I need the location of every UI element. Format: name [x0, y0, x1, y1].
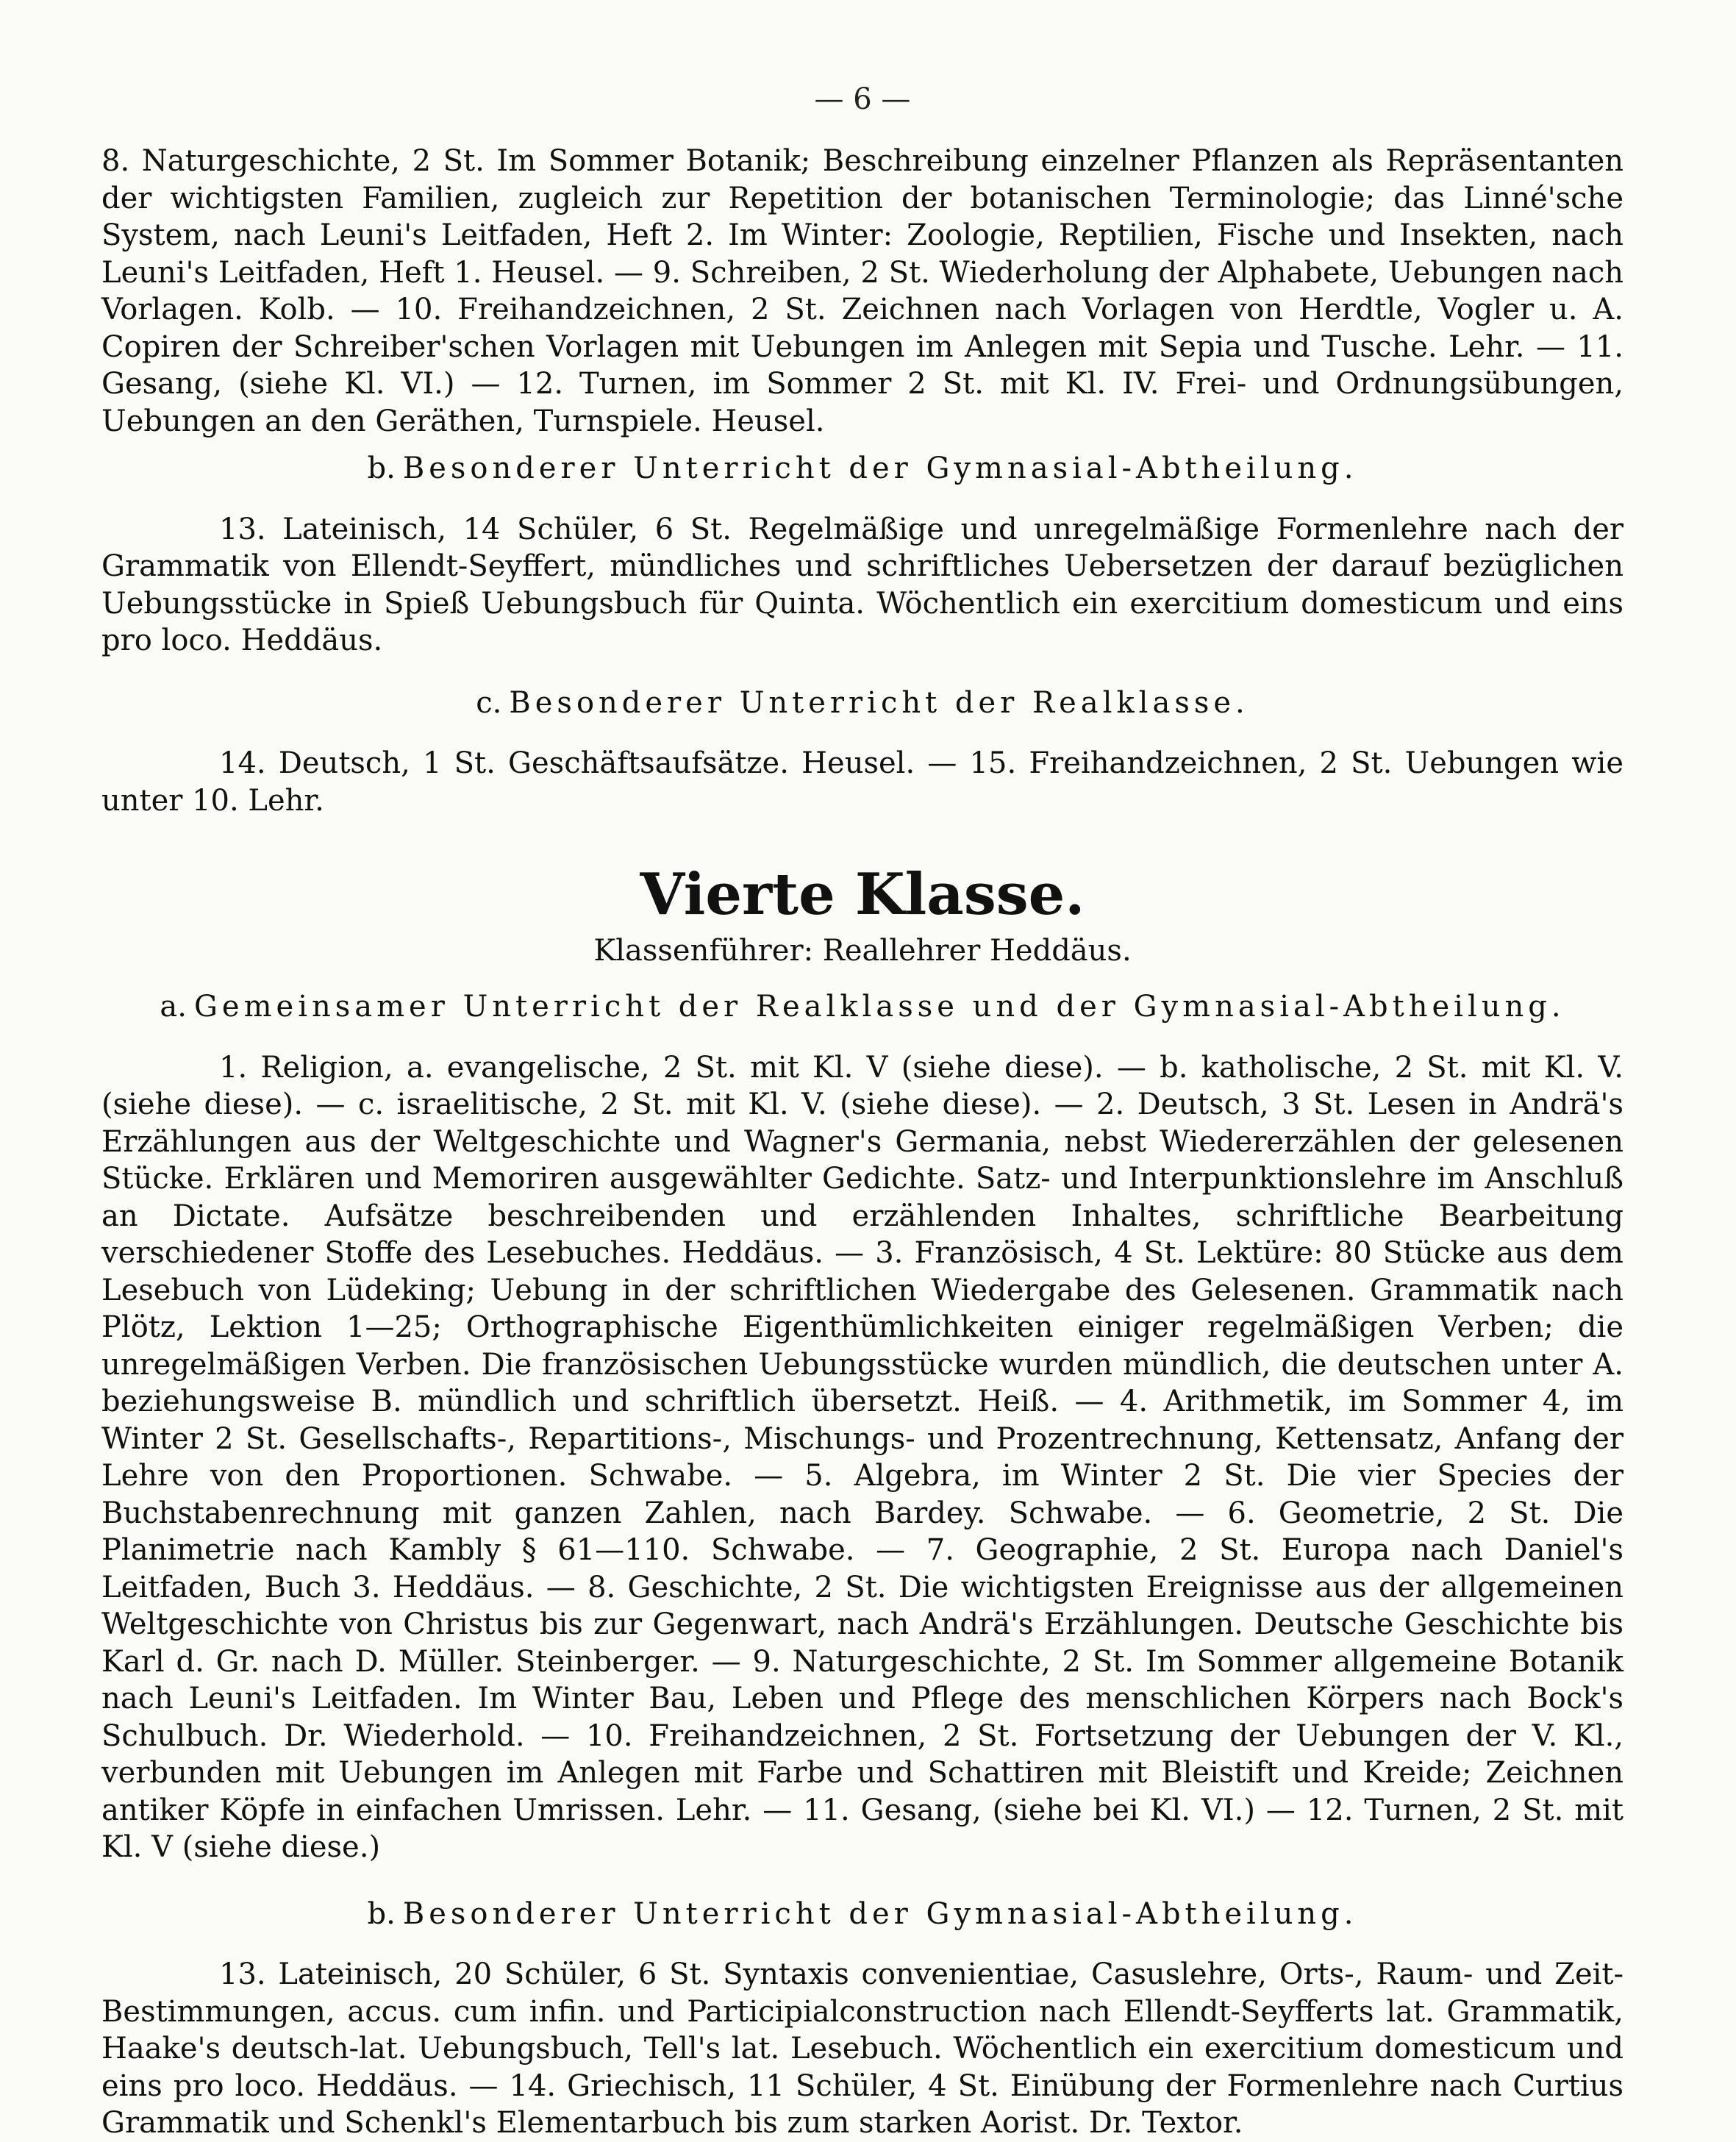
document-page	[101, 82, 1624, 2142]
subheading-letter: c.	[476, 685, 502, 720]
subheading-gemeinsam-iv	[101, 988, 1624, 1026]
subheading-text: Besonderer Unterricht der Gymnasial-Abtheilung.	[402, 1896, 1358, 1931]
subheading-gymnasial-iv	[101, 1896, 1624, 1933]
paragraph-lateinisch-v: 13. Lateinisch, 14 Schüler, 6 St. Regelmäßige und unregelmäßige Formenlehre nach der Grammatik von Ellendt-Seyffert, mündliches und schriftliches Uebersetzen der darauf bezüglichen Uebungsstücke in Spieß Uebungsbuch für Quinta. Wöchentlich ein exercitium domesticum und eins pro loco. Heddäus.	[101, 512, 1624, 657]
subheading-gymnasial-v	[101, 450, 1624, 488]
subheading-text: Besonderer Unterricht der Realklasse.	[509, 685, 1249, 720]
subheading-letter: b.	[367, 451, 396, 485]
subheading-text: Gemeinsamer Unterricht der Realklasse und der Gymnasial-Abtheilung.	[193, 990, 1565, 1024]
page-number: — 6 —	[814, 82, 911, 116]
class-title: Vierte Klasse.	[640, 861, 1085, 928]
class-leader: Klassenführer: Reallehrer Heddäus.	[593, 934, 1132, 968]
paragraph-naturgeschichte-v: 8. Naturgeschichte, 2 St. Im Sommer Botanik; Beschreibung einzelner Pflanzen als Repräsentanten der wichtigsten Familien, zugleich zur Repetition der botanischen Terminologie; das Linné'sche System, nach Leuni's Leitfaden, Heft 2. Im Winter: Zoologie, Reptilien, Fische und Insekten, nach Leuni's Leitfaden, Heft 1. Heusel. — 9. Schreiben, 2 St. Wiederholung der Alphabete, Uebungen nach Vorlagen. Kolb. — 10. Freihandzeichnen, 2 St. Zeichnen nach Vorlagen von Herdtle, Vogler u. A. Copiren der Schreiber'schen Vorlagen mit Uebungen im Anlegen mit Sepia und Tusche. Lehr. — 11. Gesang, (siehe Kl. VI.) — 12. Turnen, im Sommer 2 St. mit Kl. IV. Frei- und Ordnungsübungen, Uebungen an den Geräthen, Turnspiele. Heusel.	[101, 144, 1624, 438]
subheading-letter: a.	[160, 990, 187, 1024]
paragraph-lateinisch-iv: 13. Lateinisch, 20 Schüler, 6 St. Syntaxis convenientiae, Casuslehre, Orts-, Raum- und Zeit-Bestimmungen, accus. cum infin. und Participialconstruction nach Ellendt-Seyfferts lat. Grammatik, Haake's deutsch-lat. Uebungsbuch, Tell's lat. Lesebuch. Wöchentlich ein exercitium domesticum und eins pro loco. Heddäus. — 14. Griechisch, 11 Schüler, 4 St. Einübung der Formenlehre nach Curtius Grammatik und Schenkl's Elementarbuch bis zum starken Aorist. Dr. Textor.	[101, 1957, 1624, 2140]
paragraph-deutsch-v: 14. Deutsch, 1 St. Geschäftsaufsätze. Heusel. — 15. Freihandzeichnen, 2 St. Uebungen wie unter 10. Lehr.	[101, 746, 1624, 818]
subheading-letter: b.	[367, 1896, 396, 1931]
subheading-realklasse-v	[101, 685, 1624, 722]
subheading-text: Besonderer Unterricht der Gymnasial-Abtheilung.	[402, 451, 1358, 485]
paragraph-gemeinsam-iv: 1. Religion, a. evangelische, 2 St. mit Kl. V (siehe diese). — b. katholische, 2 St. mit Kl. V. (siehe diese). — c. israelitische, 2 St. mit Kl. V. (siehe diese). — 2. Deutsch, 3 St. Lesen in Andrä's Erzählungen aus der Weltgeschichte und Wagner's Germania, nebst Wiedererzählen der gelesenen Stücke. Erklären und Memoriren ausgewählter Gedichte. Satz- und Interpunktionslehre im Anschluß an Dictate. Aufsätze beschreibenden und erzählenden Inhaltes, schriftliche Bearbeitung verschiedener Stoffe des Lesebuches. Heddäus. — 3. Französisch, 4 St. Lektüre: 80 Stücke aus dem Lesebuch von Lüdeking; Uebung in der schriftlichen Wiedergabe des Gelesenen. Grammatik nach Plötz, Lektion 1—25; Orthographische Eigenthümlichkeiten einiger regelmäßigen Verben; die unregelmäßigen Verben. Die französischen Uebungsstücke wurden mündlich, die deutschen unter A. beziehungsweise B. mündlich und schriftlich übersetzt. Heiß. — 4. Arithmetik, im Sommer 4, im Winter 2 St. Gesellschafts-, Repartitions-, Mischungs- und Prozentrechnung, Kettensatz, Anfang der Lehre von den Proportionen. Schwabe. — 5. Algebra, im Winter 2 St. Die vier Species der Buchstabenrechnung mit ganzen Zahlen, nach Bardey. Schwabe. — 6. Geometrie, 2 St. Die Planimetrie nach Kambly § 61—110. Schwabe. — 7. Geographie, 2 St. Europa nach Daniel's Leitfaden, Buch 3. Heddäus. — 8. Geschichte, 2 St. Die wichtigsten Ereignisse aus der allgemeinen Weltgeschichte von Christus bis zur Gegenwart, nach Andrä's Erzählungen. Deutsche Geschichte bis Karl d. Gr. nach D. Müller. Steinberger. — 9. Naturgeschichte, 2 St. Im Sommer allgemeine Botanik nach Leuni's Leitfaden. Im Winter Bau, Leben und Pflege des menschlichen Körpers nach Bock's Schulbuch. Dr. Wiederhold. — 10. Freihandzeichnen, 2 St. Fortsetzung der Uebungen der V. Kl., verbunden mit Uebungen im Anlegen mit Farbe und Schattiren mit Bleistift und Kreide; Zeichnen antiker Köpfe in einfachen Umrissen. Lehr. — 11. Gesang, (siehe bei Kl. VI.) — 12. Turnen, 2 St. mit Kl. V (siehe diese.)	[101, 1050, 1624, 1864]
